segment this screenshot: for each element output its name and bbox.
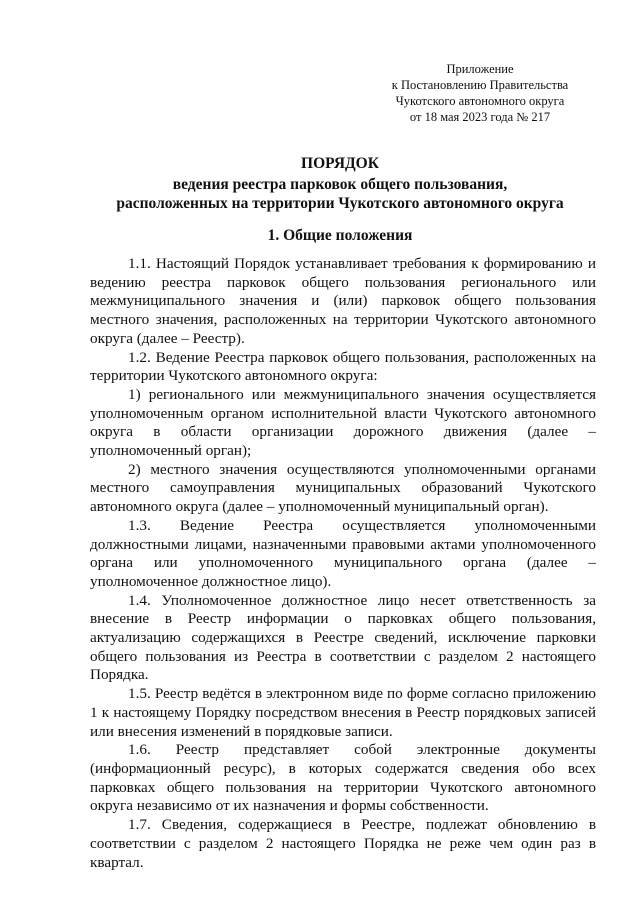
appendix-label: Приложение [446,62,514,76]
paragraph-1-1: 1.1. Настоящий Порядок устанавливает требования к формированию и ведению реестра парковок общего пользования регионального или межмуниципального значения и (или) парковок общего пользования местного значения, расположенных на территории Чукотского автономного округа (далее – Реестр). [90,255,596,347]
appendix-resolution: к Постановлению Правительства [391,78,569,92]
document-title [70,154,610,213]
document-body [90,255,596,872]
paragraph-1-4: 1.4. Уполномоченное должностное лицо несет ответственность за внесение в Реестр информации о парковках общего пользования, актуализацию содержащихся в Реестре сведений, исключение парковки общего пользования из Реестра в соответствии с разделом 2 настоящего Порядка. [90,591,596,684]
appendix-block [380,61,580,125]
paragraph-1-2: 1.2. Ведение Реестра парковок общего пользования, расположенных на территории Чукотского автономного округа: [90,348,596,385]
appendix-government: Чукотского автономного округа [395,94,565,108]
section-heading: 1. Общие положения [267,227,413,244]
paragraph-1-7: 1.7. Сведения, содержащиеся в Реестре, подлежат обновлению в соответствии с разделом 2 настоящего Порядка не реже чем один раз в квартал. [90,816,596,871]
title-subtitle-line2: расположенных на территории Чукотского автономного округа [116,195,564,212]
title-main: ПОРЯДОК [301,155,379,172]
paragraph-1-5: 1.5. Реестр ведётся в электронном виде по форме согласно приложению 1 к настоящему Порядку посредством внесения в Реестр порядковых записей или внесения изменений в порядковые записи. [90,685,596,740]
paragraph-1-2-item-2: 2) местного значения осуществляются уполномоченными органами местного самоуправления муниципальных образований Чукотского автономного округа (далее – уполномоченный муниципальный орган). [90,460,596,516]
title-subtitle-line1: ведения реестра парковок общего пользования, [172,176,508,193]
paragraph-1-3: 1.3. Ведение Реестра осуществляется уполномоченными должностными лицами, назначенными правовыми актами уполномоченного органа или уполномоченного муниципального органа (далее – уполномоченное должностное лицо). [90,516,596,590]
appendix-date-number: от 18 мая 2023 года № 217 [409,110,551,124]
paragraph-1-2-item-1: 1) регионального или межмуниципального значения осуществляется уполномоченным органом исполнительной власти Чукотского автономного округа в области организации дорожного движения (далее – уполномоченный орган); [90,385,596,460]
paragraph-1-6: 1.6. Реестр представляет собой электронные документы (информационный ресурс), в которых содержатся сведения обо всех парковках общего пользования на территории Чукотского автономного округа независимо от их назначения и формы собственности. [90,741,596,815]
